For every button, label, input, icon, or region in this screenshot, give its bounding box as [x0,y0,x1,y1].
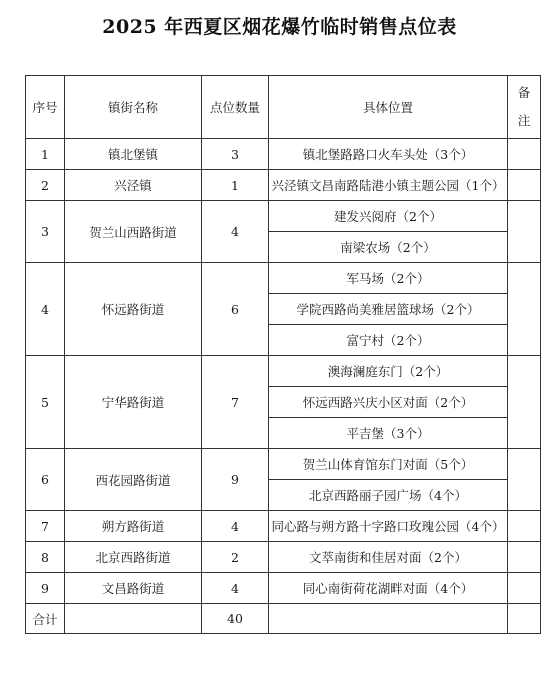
cell-count: 9 [202,449,269,511]
cell-index: 6 [26,449,65,511]
table-row [26,139,541,170]
table-row [26,170,541,201]
cell-index: 7 [26,511,65,542]
page-title: 2025 年西夏区烟花爆竹临时销售点位表 [102,16,457,38]
cell-count: 4 [202,511,269,542]
cell-count: 6 [202,263,269,356]
cell-index: 4 [26,263,65,356]
cell-index: 1 [26,139,65,170]
total-label: 合计 [26,604,65,634]
cell-town: 朔方路街道 [65,511,202,542]
cell-location: 澳海澜庭东门（2个） [269,356,508,387]
cell-town: 贺兰山西路街道 [65,201,202,263]
cell-town: 北京西路街道 [65,542,202,573]
cell-town: 文昌路街道 [65,573,202,604]
cell-index: 9 [26,573,65,604]
header-note-line2: 注 [517,113,531,128]
cell-index: 3 [26,201,65,263]
table-row [26,201,541,232]
cell-location: 贺兰山体育馆东门对面（5个） [269,449,508,480]
header-note [508,76,541,139]
cell-count: 2 [202,542,269,573]
cell-note [508,511,541,542]
cell-count: 4 [202,201,269,263]
header-note-line1: 备 [517,85,531,100]
header-index: 序号 [26,76,65,139]
cell-count: 1 [202,170,269,201]
cell-location: 同心南街荷花湖畔对面（4个） [269,573,508,604]
cell-town: 宁华路街道 [65,356,202,449]
cell-location: 平吉堡（3个） [269,418,508,449]
cell-town: 镇北堡镇 [65,139,202,170]
table-row [26,542,541,573]
header-row [26,76,541,139]
cell-location: 文萃南街和佳居对面（2个） [269,542,508,573]
cell-count: 4 [202,573,269,604]
cell-index: 8 [26,542,65,573]
header-count: 点位数量 [202,76,269,139]
cell-note [508,573,541,604]
cell-town: 怀远路街道 [65,263,202,356]
cell-town: 兴泾镇 [65,170,202,201]
table-row [26,356,541,387]
cell-location: 学院西路尚美雅居篮球场（2个） [269,294,508,325]
header-location: 具体位置 [269,76,508,139]
cell-location: 建发兴阅府（2个） [269,201,508,232]
cell-count: 7 [202,356,269,449]
cell-note [508,201,541,263]
table-row [26,449,541,480]
sales-points-table [25,75,541,634]
cell-note [508,139,541,170]
cell-location: 怀远西路兴庆小区对面（2个） [269,387,508,418]
table-body [26,76,541,634]
total-empty-location [269,604,508,634]
total-count: 40 [202,604,269,634]
table-row [26,511,541,542]
cell-location: 同心路与朔方路十字路口玫瑰公园（4个） [269,511,508,542]
cell-location: 北京西路丽子园广场（4个） [269,480,508,511]
total-empty-note [508,604,541,634]
cell-location: 南梁农场（2个） [269,232,508,263]
header-town: 镇街名称 [65,76,202,139]
cell-note [508,356,541,449]
total-row [26,604,541,634]
cell-note [508,263,541,356]
table-row [26,573,541,604]
cell-location: 军马场（2个） [269,263,508,294]
cell-location: 富宁村（2个） [269,325,508,356]
cell-count: 3 [202,139,269,170]
cell-note [508,542,541,573]
cell-town: 西花园路街道 [65,449,202,511]
cell-location: 兴泾镇文昌南路陆港小镇主题公园（1个） [269,170,508,201]
cell-note [508,449,541,511]
cell-note [508,170,541,201]
table-row [26,263,541,294]
cell-location: 镇北堡路路口火车头处（3个） [269,139,508,170]
cell-index: 5 [26,356,65,449]
total-empty-town [65,604,202,634]
cell-index: 2 [26,170,65,201]
